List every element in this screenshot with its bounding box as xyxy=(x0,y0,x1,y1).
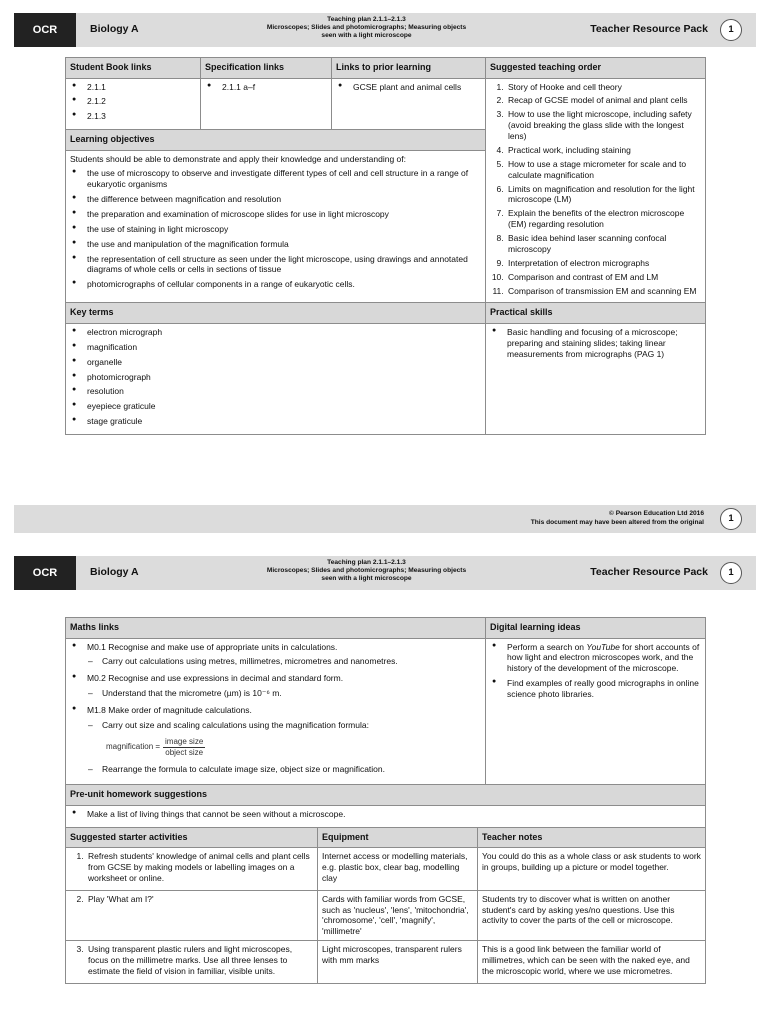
learning-objectives-cell xyxy=(66,151,486,303)
table-row: 1. Refresh students' knowledge of animal cells and plant cells from GCSE by making models or labelling images on a worksheet or online. Internet access or modelling materials, e.g. plastic box, clear bag, modelling clay You could do this as a whole class or ask students to work in groups, building up a picture or model together. xyxy=(66,848,706,891)
list-item: 2. Recap of GCSE model of animal and plant cells xyxy=(506,95,701,106)
list-item: ● the preparation and examination of microscope slides for use in light microscopy xyxy=(70,209,481,220)
list-item: ● eyepiece graticule xyxy=(70,401,481,412)
digital-ideas-header: Digital learning ideas xyxy=(486,618,706,639)
list-subitem: – Rearrange the formula to calculate image size, object size or magnification. xyxy=(70,764,481,775)
list-item: 5. How to use a stage micrometer for scale and to calculate magnification xyxy=(506,159,701,181)
teaching-order-cell xyxy=(486,78,706,303)
homework-cell xyxy=(66,805,706,827)
list-item: ● 2.1.1 xyxy=(70,82,196,93)
student-book-links-cell xyxy=(66,78,201,130)
teacher-resource-pack-label: Teacher Resource Pack xyxy=(590,566,708,578)
student-book-links-header: Student Book links xyxy=(66,58,201,79)
list-item: ● 2.1.3 xyxy=(70,111,196,122)
page-number-badge: 1 xyxy=(720,562,742,584)
list-item: ● Make a list of living things that cannot be seen without a microscope. xyxy=(70,809,701,820)
magnification-formula: magnification = $\frac{\text{image size}}{\text{object size}}$ xyxy=(106,736,204,757)
list-item: ● organelle xyxy=(70,357,481,368)
page1-footer-band xyxy=(14,505,756,533)
list-item: ● Basic handling and focusing of a microscope; preparing and staining slides; taking linear measurements from micrographs (PAG 1) xyxy=(490,327,701,360)
subject-title: Biology A xyxy=(90,566,139,578)
learning-objectives-intro: Students should be able to demonstrate and apply their knowledge and understanding of: xyxy=(70,154,406,165)
prior-learning-cell xyxy=(332,78,486,130)
list-item: 6. Limits on magnification and resolution for the light microscope (LM) xyxy=(506,184,701,206)
list-item: ● Find examples of really good micrographs in online science photo libraries. xyxy=(490,678,701,700)
list-item: ● GCSE plant and animal cells xyxy=(336,82,481,93)
teaching-order-header: Suggested teaching order xyxy=(486,58,706,79)
list-item: ● the use and manipulation of the magnification formula xyxy=(70,239,481,250)
list-item: 10. Comparison and contrast of EM and LM xyxy=(506,272,701,283)
list-item: ● the difference between magnification and resolution xyxy=(70,194,481,205)
table-row: 2. Play 'What am I?' Cards with familiar words from GCSE, such as 'nucleus', 'lens', 'mitochondria', 'chromosome', 'cell', 'magnify', 'millimetre' Students try to discover what is written on another student's card by asking yes/no questions. Use this activity to cover the parts of the cell or microscope. xyxy=(66,890,706,941)
list-item: ● M0.1 Recognise and make use of appropriate units in calculations. xyxy=(70,642,481,653)
list-item: ● photomicrographs of cellular components in a range of eukaryotic cells. xyxy=(70,279,481,290)
list-item: ● resolution xyxy=(70,386,481,397)
list-item: ● photomicrograph xyxy=(70,372,481,383)
list-item: ● Perform a search on YouTube for short accounts of how light and electron microscopes work, and the history of the development of the microscope. xyxy=(490,642,701,675)
list-item: ● 2.1.1 a–f xyxy=(205,82,327,93)
key-terms-header: Key terms xyxy=(66,303,486,324)
copyright-notice: © Pearson Education Ltd 2016 This document may have been altered from the original xyxy=(530,510,704,526)
list-item: ● the representation of cell structure as seen under the light microscope, using drawings and annotated diagrams of whole cells or cells in sections of tissue xyxy=(70,254,481,276)
homework-header: Pre-unit homework suggestions xyxy=(66,785,706,806)
page1-table xyxy=(65,57,706,435)
page-number-badge: 1 xyxy=(720,508,742,530)
list-item: 4. Practical work, including staining xyxy=(506,145,701,156)
teacher-resource-pack-label: Teacher Resource Pack xyxy=(590,23,708,35)
page2-table xyxy=(65,617,706,984)
page2-header-band xyxy=(14,556,756,590)
list-item: 11. Comparison of transmission EM and scanning EM xyxy=(506,286,701,297)
key-terms-cell xyxy=(66,323,486,434)
list-item: 8. Basic idea behind laser scanning confocal microscopy xyxy=(506,233,701,255)
list-subitem: – Carry out calculations using metres, millimetres, micrometres and nanometres. xyxy=(70,656,481,667)
ocr-logo: OCR xyxy=(14,13,76,47)
list-item: 7. Explain the benefits of the electron microscope (EM) regarding resolution xyxy=(506,208,701,230)
subject-title: Biology A xyxy=(90,23,139,35)
table-row: 3. Using transparent plastic rulers and light microscopes, focus on the millimetre marks. Use all three lenses to estimate the field of vision in familiar, visible units. Light microscopes, transparent rulers with mm marks This is a good link between the familiar world of millimetres, which can be seen with the naked eye, and the microscopic world, where we use micrometres. xyxy=(66,941,706,984)
list-item: ● the use of staining in light microscopy xyxy=(70,224,481,235)
starter-activities-header: Suggested starter activities xyxy=(66,827,318,848)
practical-skills-header: Practical skills xyxy=(486,303,706,324)
specification-links-cell xyxy=(201,78,332,130)
teaching-plan-title: Teaching plan 2.1.1–2.1.3 Microscopes; Slides and photomicrographs; Measuring objects seen with a light microscope xyxy=(266,16,467,39)
list-item: ● stage graticule xyxy=(70,416,481,427)
maths-links-cell xyxy=(66,638,486,785)
list-item: 1. Story of Hooke and cell theory xyxy=(506,82,701,93)
page1-header-band xyxy=(14,13,756,47)
teaching-plan-title: Teaching plan 2.1.1–2.1.3 Microscopes; Slides and photomicrographs; Measuring objects seen with a light microscope xyxy=(266,559,467,582)
list-item: ● M1.8 Make order of magnitude calculations. xyxy=(70,705,481,716)
list-item: ● 2.1.2 xyxy=(70,96,196,107)
learning-objectives-header: Learning objectives xyxy=(66,130,486,151)
prior-learning-header: Links to prior learning xyxy=(332,58,486,79)
maths-links-header: Maths links xyxy=(66,618,486,639)
list-subitem: – Carry out size and scaling calculations using the magnification formula: xyxy=(70,720,481,731)
list-item: 9. Interpretation of electron micrographs xyxy=(506,258,701,269)
teacher-notes-header: Teacher notes xyxy=(478,827,706,848)
list-subitem: – Understand that the micrometre (µm) is 10⁻⁶ m. xyxy=(70,688,481,699)
page-number-badge: 1 xyxy=(720,19,742,41)
list-item: ● electron micrograph xyxy=(70,327,481,338)
list-item: ● M0.2 Recognise and use expressions in decimal and standard form. xyxy=(70,673,481,684)
digital-ideas-cell xyxy=(486,638,706,785)
list-item: 3. How to use the light microscope, including safety (avoid breaking the glass slide with the longest lens) xyxy=(506,109,701,142)
specification-links-header: Specification links xyxy=(201,58,332,79)
list-item: ● magnification xyxy=(70,342,481,353)
practical-skills-cell xyxy=(486,323,706,434)
ocr-logo: OCR xyxy=(14,556,76,590)
list-item: ● the use of microscopy to observe and investigate different types of cell and cell structure in a range of eukaryotic organisms xyxy=(70,168,481,190)
equipment-header: Equipment xyxy=(318,827,478,848)
